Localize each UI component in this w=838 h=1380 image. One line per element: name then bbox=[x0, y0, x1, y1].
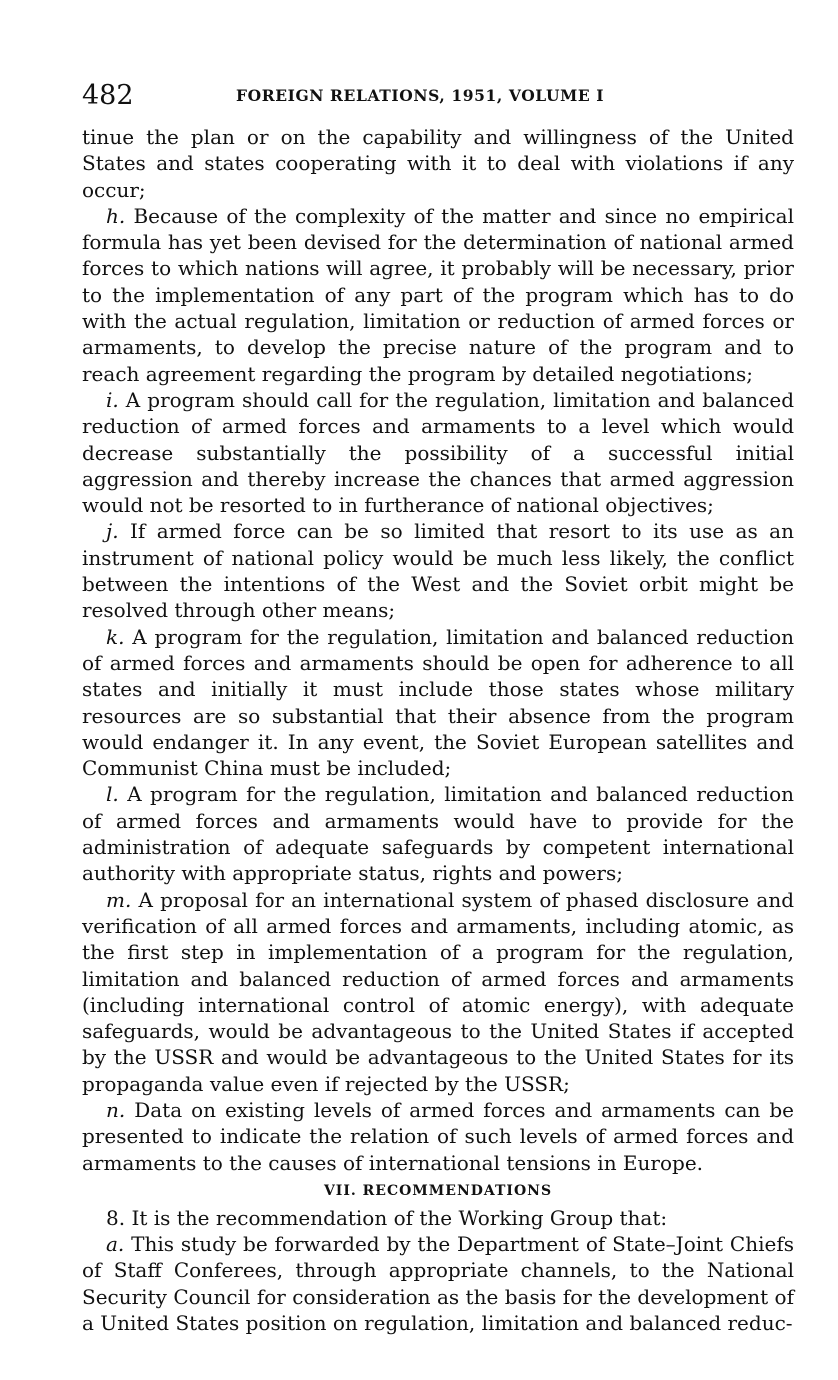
item-l bbox=[82, 781, 794, 886]
recommendation-item-a bbox=[82, 1231, 794, 1336]
item-letter: m. bbox=[106, 887, 132, 912]
item-letter: i. bbox=[106, 387, 119, 412]
recommendation-intro: 8. It is the recommendation of the Working Group that: bbox=[106, 1205, 668, 1230]
item-text: A proposal for an international system of phased disclosure and verification of all armed forces and armaments, including atomic, as the first step in implementation of a program for the regulation, limitation and balanced reduction of armed forces and armaments (including international control of atomic energy), with adequate safeguards, would be advantageous to the United States if accepted by the USSR and would be advantageous to the United States for its propaganda value even if rejected by the USSR; bbox=[82, 887, 795, 1096]
running-title: FOREIGN RELATIONS, 1951, VOLUME I bbox=[236, 86, 605, 105]
page-header bbox=[0, 78, 838, 118]
item-text: Data on existing levels of armed forces and armaments can be presented to indicate the relation of such levels of armed forces and armaments to the causes of international tensions in Europe. bbox=[82, 1097, 795, 1175]
item-letter: n. bbox=[106, 1097, 126, 1122]
item-k bbox=[82, 624, 794, 782]
body-text bbox=[82, 124, 794, 1336]
section-heading: VII. RECOMMENDATIONS bbox=[323, 1182, 553, 1199]
item-letter: a. bbox=[106, 1232, 125, 1257]
item-letter: j. bbox=[106, 519, 119, 544]
item-text: Because of the complexity of the matter and since no empirical formula has yet been devised for the determination of national armed forces to which nations will agree, it probably will be necessary, prior to the implementation of any part of the program which has to do with the actual regulation, limitation or reduction of armed forces or armaments, to develop the precise nature of the program and to reach agreement regarding the program by detailed negotiations; bbox=[82, 203, 794, 386]
item-j bbox=[82, 518, 794, 623]
item-n bbox=[82, 1097, 794, 1176]
item-text: This study be forwarded by the Department of State–Joint Chiefs of Staff Conferees, through appropriate channels, to the National Security Council for consideration as the basis for the development of a United States position on regulation, limitation and balanced reduc- bbox=[82, 1232, 794, 1336]
page-number: 482 bbox=[82, 80, 134, 111]
item-text: If armed force can be so limited that resort to its use as an instrument of national policy would be much less likely, the conflict between the intentions of the West and the Soviet orbit might be resolved through other means; bbox=[82, 519, 794, 623]
item-m bbox=[82, 887, 794, 1097]
item-text: A program should call for the regulation, limitation and balanced reduction of armed forces and armaments to a level which would decrease substantially the possibility of a successful initial aggression and thereby increase the chances that armed aggression would not be resorted to in furtherance of national objectives; bbox=[82, 387, 795, 518]
item-text: A program for the regulation, limitation and balanced reduction of armed forces and armaments should be open for adherence to all states and initially it must include those states whose military resources are so substantial that their absence from the program would endanger it. In any event, the Soviet European satellites and Communist China must be included; bbox=[82, 624, 795, 781]
item-i bbox=[82, 387, 794, 518]
item-letter: l. bbox=[106, 782, 119, 807]
item-letter: h. bbox=[106, 203, 126, 228]
item-letter: k. bbox=[106, 624, 125, 649]
continuation-paragraph: tinue the plan or on the capability and willingness of the United States and states cooperating with it to deal with violations if any occur; bbox=[82, 125, 794, 202]
item-h bbox=[82, 203, 794, 387]
item-text: A program for the regulation, limitation and balanced reduction of armed forces and armaments would have to provide for the administration of adequate safeguards by competent international authority with appropriate status, rights and powers; bbox=[82, 782, 794, 886]
